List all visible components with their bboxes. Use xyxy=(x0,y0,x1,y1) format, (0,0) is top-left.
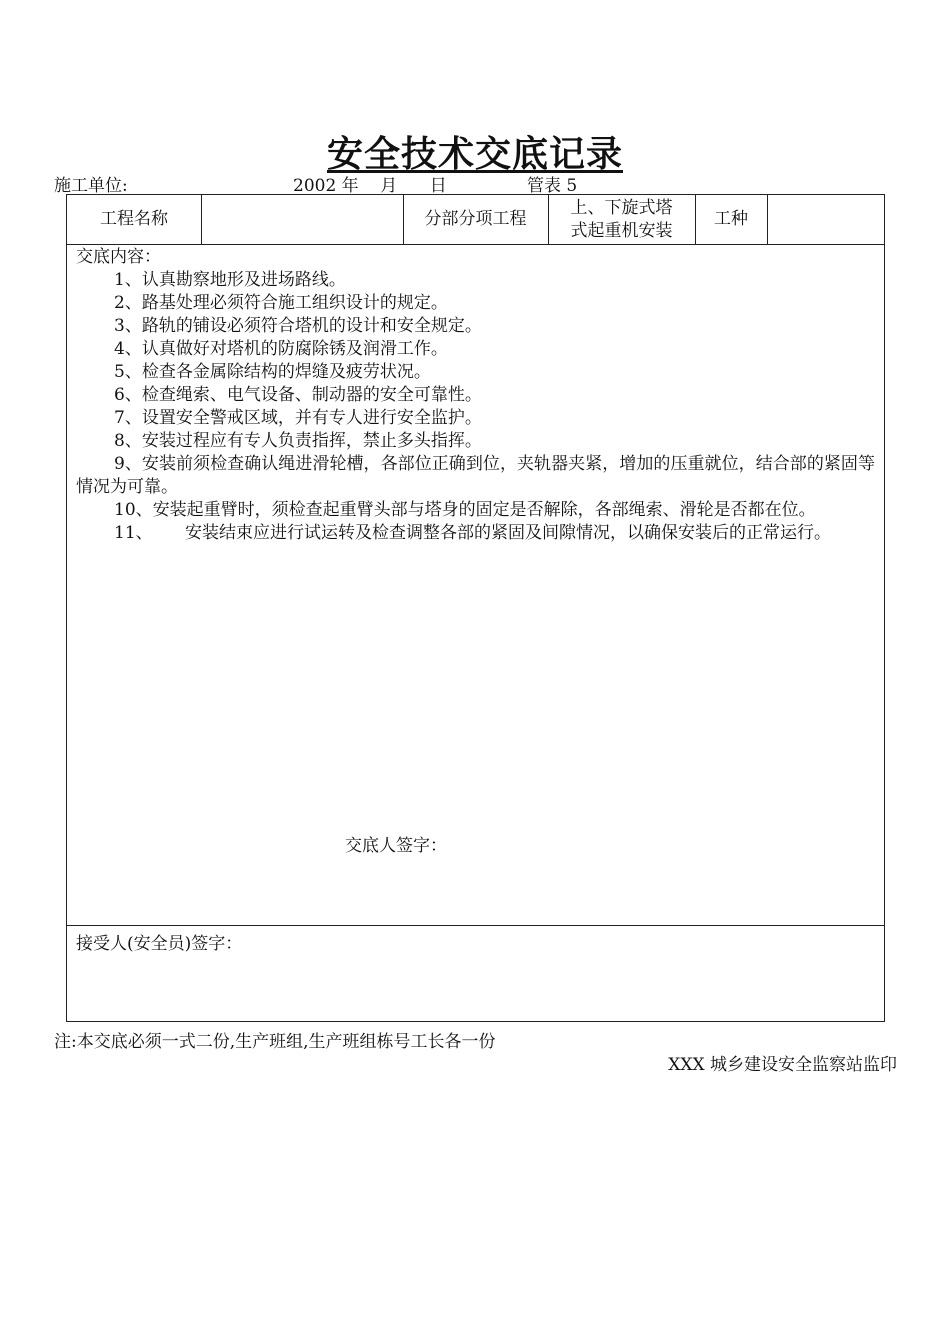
date-field: 2002 年 月 日 xyxy=(293,176,447,196)
list-item: 1、认真勘察地形及进场路线。 xyxy=(114,270,346,290)
list-item: 4、认真做好对塔机的防腐除锈及润滑工作。 xyxy=(114,339,448,359)
signer-label: 交底人签字： xyxy=(345,836,447,856)
section-divider xyxy=(67,925,884,926)
briefing-content xyxy=(76,246,875,545)
sub-project-value-line1: 上、下旋式塔 xyxy=(570,198,673,219)
record-table xyxy=(66,194,885,1022)
trade-label: 工种 xyxy=(714,209,748,230)
construction-unit-label: 施工单位: xyxy=(54,176,128,196)
list-item: 3、路轨的铺设必须符合塔机的设计和安全规定。 xyxy=(114,316,482,336)
receiver-signature-label: 接受人(安全员)签字： xyxy=(76,934,243,954)
issuing-authority: XXX 城乡建设安全监察站监印 xyxy=(668,1055,897,1075)
list-item: 6、检查绳索、电气设备、制动器的安全可靠性。 xyxy=(114,385,482,405)
list-item: 7、设置安全警戒区域，并有专人进行安全监护。 xyxy=(114,408,482,428)
form-number: 管表 5 xyxy=(527,176,578,196)
document-title: 安全技术交底记录 xyxy=(326,133,623,175)
list-item: 9、安装前须检查确认绳进滑轮槽，各部位正确到位，夹轨器夹紧，增加的压重就位，结合部的紧固等情况为可靠。 xyxy=(76,454,875,497)
sub-project-value-line2: 式起重机安装 xyxy=(570,220,673,241)
footer-note: 注:本交底必须一式二份,生产班组,生产班组栋号工长各一份 xyxy=(54,1032,496,1052)
trade-value xyxy=(767,195,884,244)
project-name-value xyxy=(201,195,403,244)
list-item: 11、 安装结束应进行试运转及检查调整各部的紧固及间隙情况，以确保安装后的正常运行。 xyxy=(114,523,832,543)
table-header-row xyxy=(67,195,884,245)
project-name-label: 工程名称 xyxy=(100,209,168,230)
list-item: 8、安装过程应有专人负责指挥，禁止多头指挥。 xyxy=(114,431,482,451)
sub-project-value xyxy=(548,195,695,244)
list-item: 2、路基处理必须符合施工组织设计的规定。 xyxy=(114,293,448,313)
content-heading: 交底内容： xyxy=(76,247,161,267)
sub-project-label: 分部分项工程 xyxy=(424,209,527,230)
list-item: 5、检查各金属除结构的焊缝及疲劳状况。 xyxy=(114,362,431,382)
list-item: 10、安装起重臂时，须检查起重臂头部与塔身的固定是否解除，各部绳索、滑轮是否都在位。 xyxy=(114,500,816,520)
